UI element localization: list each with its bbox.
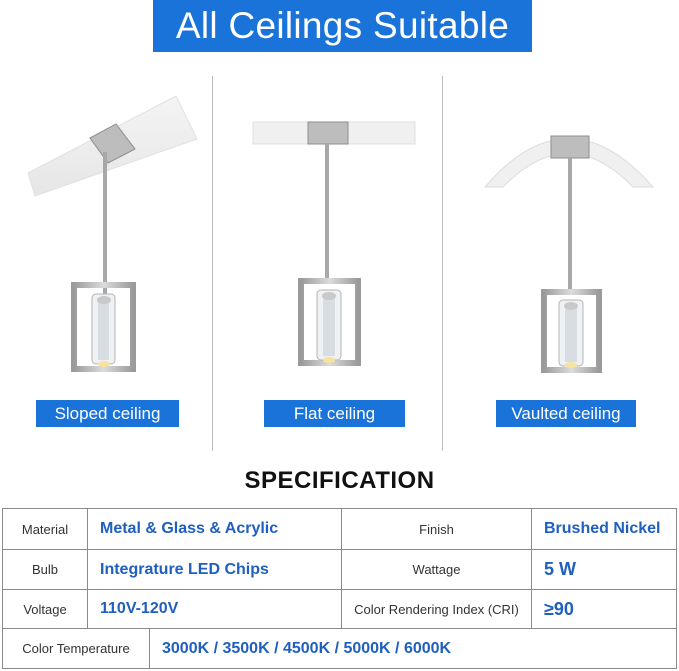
specification-title: SPECIFICATION: [244, 467, 435, 494]
spec-label: Finish: [342, 509, 532, 549]
spec-label: Color Temperature: [3, 629, 150, 668]
flat-pendant-icon: [213, 60, 442, 400]
spec-label: Voltage: [3, 590, 88, 628]
spec-value: 3000K / 3500K / 4500K / 5000K / 6000K: [162, 639, 452, 657]
spec-value: ≥90: [544, 598, 574, 619]
spec-row-color-temperature: [2, 628, 677, 669]
vaulted-ceiling-label: Vaulted ceiling: [496, 400, 636, 427]
specification-table: [2, 508, 677, 669]
spec-row-voltage: [2, 589, 677, 628]
spec-row-material: [2, 508, 677, 549]
flat-ceiling-label: Flat ceiling: [264, 400, 405, 427]
spec-value: 110V-120V: [88, 590, 342, 628]
spec-value: Metal & Glass & Acrylic: [88, 509, 342, 549]
sloped-pendant-icon: [0, 60, 212, 400]
flat-ceiling-illustration: [213, 60, 442, 400]
spec-value: Integrature LED Chips: [88, 550, 342, 589]
vaulted-pendant-icon: [443, 60, 679, 400]
spec-label: Wattage: [342, 550, 532, 589]
sloped-ceiling-illustration: [0, 60, 212, 400]
spec-row-bulb: [2, 549, 677, 589]
spec-value: Brushed Nickel: [544, 520, 661, 537]
spec-value: 5 W: [544, 559, 577, 579]
spec-label: Bulb: [3, 550, 88, 589]
spec-label: Color Rendering Index (CRI): [342, 590, 532, 628]
spec-label: Material: [3, 509, 88, 549]
banner-title: All Ceilings Suitable: [153, 0, 532, 52]
sloped-ceiling-label: Sloped ceiling: [36, 400, 179, 427]
vaulted-ceiling-illustration: [443, 60, 679, 400]
